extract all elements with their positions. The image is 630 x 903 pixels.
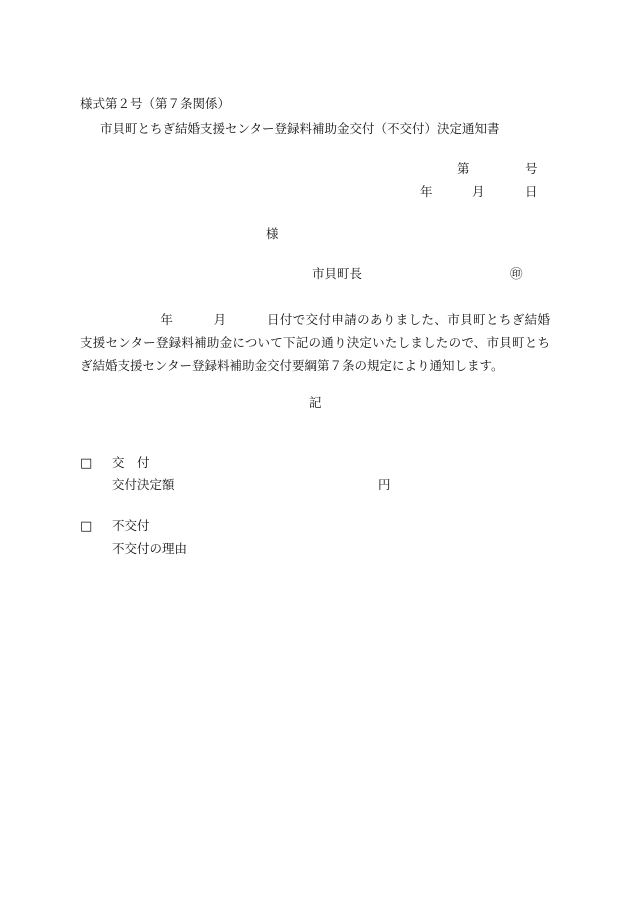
document-title: 市貝町とちぎ結婚支援センター登録料補助金交付（不交付）決定通知書 — [100, 121, 500, 136]
non-grant-checkbox[interactable]: □ — [80, 519, 93, 534]
doc-number-suffix: 号 — [525, 161, 538, 176]
non-grant-reason-label: 不交付の理由 — [112, 541, 188, 556]
date-month: 月 — [472, 184, 485, 199]
seal-mark: ㊞ — [510, 266, 523, 281]
body-year: 年 — [160, 312, 174, 327]
non-grant-label: 不交付 — [112, 518, 150, 533]
grant-amount-unit: 円 — [378, 477, 391, 492]
body-month: 月 — [213, 312, 227, 327]
grant-label: 交 付 — [112, 455, 150, 470]
date-day: 日 — [525, 184, 538, 199]
body-text: 日付で交付申請のありました、市貝町とちぎ結婚支援センター登録料補助金について下記の通り決定いたしましたので、市貝町とちぎ結婚支援センター登録料補助金交付要綱第７条の規定により通知します。 — [80, 312, 550, 373]
recipient-honorific: 様 — [266, 226, 279, 241]
grant-amount-label: 交付決定額 — [112, 477, 175, 492]
form-number: 様式第２号（第７条関係） — [80, 96, 231, 111]
issuer-name: 市貝町長 — [312, 266, 363, 281]
date-year: 年 — [420, 184, 433, 199]
grant-checkbox[interactable]: □ — [80, 456, 93, 471]
ki-heading: 記 — [309, 395, 322, 410]
doc-number-prefix: 第 — [457, 161, 470, 176]
notice-body — [80, 308, 550, 377]
